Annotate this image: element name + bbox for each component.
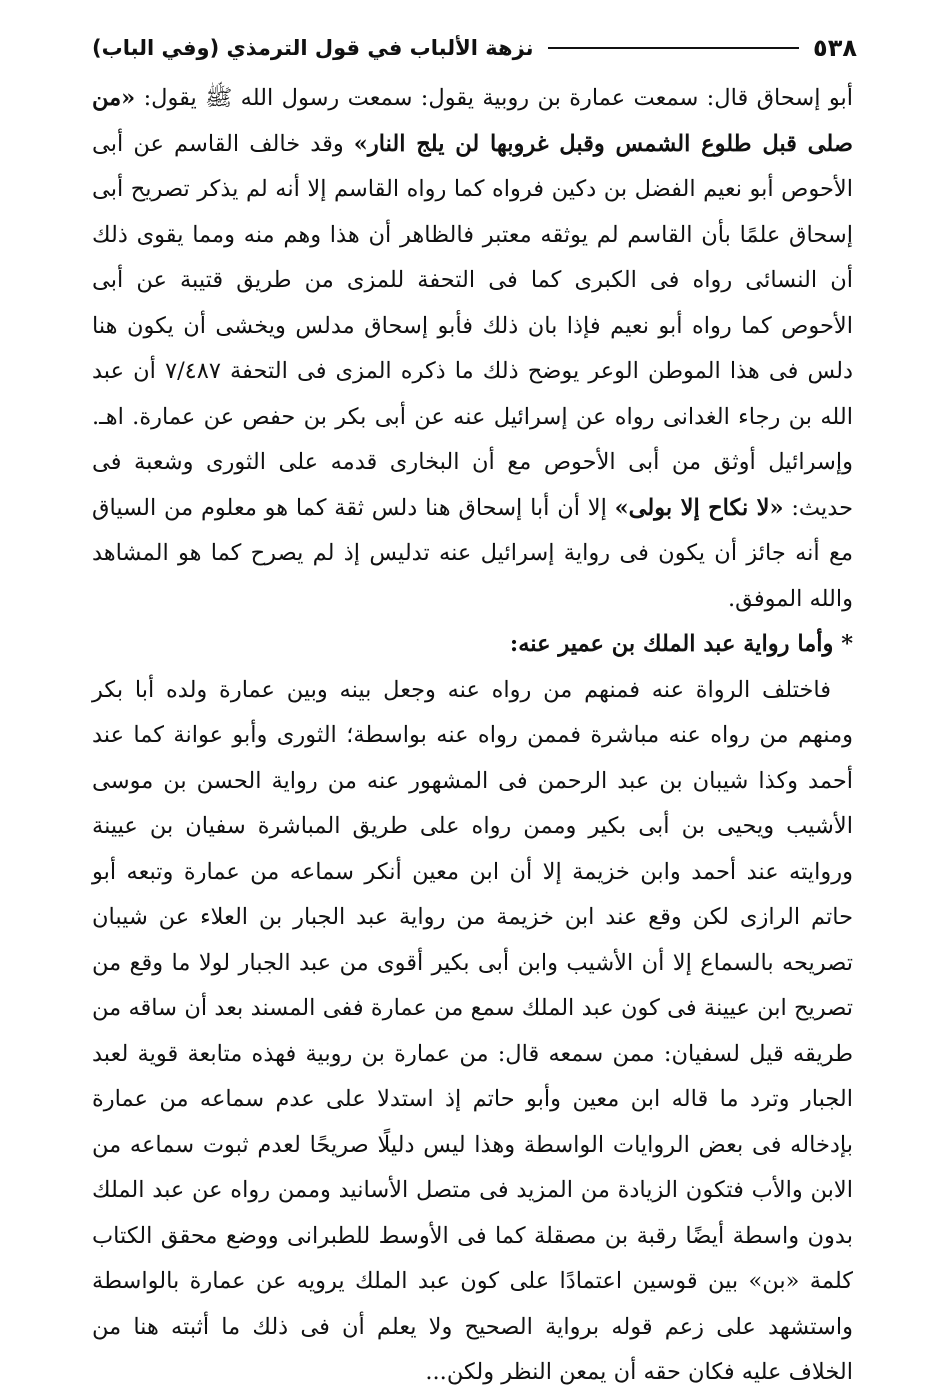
running-head — [92, 30, 857, 66]
paragraph-2: فاختلف الرواة عنه فمنهم من رواه عنه وجعل بينه وبين عمارة ولده أبا بكر ومنهم من رواه عنه مباشرة فممن رواه عنه بواسطة؛ الثورى وأبو عوانة كما عند أحمد وكذا شيبان بن عبد الرحمن فى المشهور عنه من رواية الحسن بن موسى الأشيب ويحيى بن أبى بكير وممن رواه على طريق المباشرة سفيان بن عيينة وروايته عند أحمد وابن خزيمة إلا أن ابن معين أنكر سماعه من عمارة وتبعه أبو حاتم الرازى لكن وقع عند ابن خزيمة من رواية عبد الجبار بن العلاء عن شيبان تصريحه بالسماع إلا أن الأشيب وابن أبى بكير أقوى من عبد الجبار لولا ما وقع من تصريح ابن عيينة فى كون عبد الملك سمع من عمارة ففى المسند بعد أن ساقه من طريقه قيل لسفيان: ممن سمعه قال: من عمارة بن روبية فهذه متابعة قوية لعبد الجبار وترد ما قاله ابن معين وأبو حاتم إذ استدلا على عدم سماعه من عمارة بإدخاله فى بعض الروايات الواسطة وهذا ليس دليلًا صريحًا لعدم ثبوت سماعه من الابن والأب فتكون الزيادة من المزيد فى متصل الأسانيد وممن رواه عن عبد الملك بدون واسطة أيضًا رقبة بن مصقلة كما فى الأوسط للطبرانى ووضع محقق الكتاب كلمة «بن» بين قوسين اعتمادًا على كون عبد الملك يرويه عن عمارة بالواسطة واستشهد على زعم قوله برواية الصحيح ولا يعلم أن فى ذلك ما أثبته هنا من الخلاف عليه فكان حقه أن يمعن النظر ولكن... — [92, 676, 853, 1385]
paragraph-1 — [92, 76, 853, 622]
hadith-quote: «من صلى قبل طلوع الشمس وقبل غروبها لن يلج النار» — [92, 85, 853, 157]
paragraph-1-body: وقد خالف القاسم عن أبى الأحوص أبو نعيم الفضل بن دكين فرواه كما رواه القاسم إلا أنه لم يذكر تصريح أبى إسحاق علمًا بأن القاسم لم يوثقه معتبر فالظاهر أن هذا وهم منه ومما يقوى ذلك أن النسائى رواه فى الكبرى كما فى التحفة للمزى من طريق قتيبة عن أبى الأحوص كما رواه أبو نعيم فإذا بان ذلك فأبو إسحاق مدلس ويخشى أن يكون هنا دلس فى هذا الموطن الوعر يوضح ذلك ما ذكره المزى فى التحفة ٧/٤٨٧ أن عبد الله بن رجاء الغدانى رواه عن إسرائيل عنه عن أبى بكر بن حفص عن عمارة. اهـ. وإسرائيل أوثق من أبى الأحوص مع أن البخارى قدمه على الثورى وشعبة فى حديث: — [92, 130, 854, 521]
section-heading: * وأما رواية عبد الملك بن عمير عنه: — [509, 631, 853, 657]
body-text — [92, 76, 853, 1396]
paragraph-1-intro: أبو إسحاق قال: سمعت عمارة بن روبية يقول: سمعت رسول الله ﷺ يقول: — [135, 85, 853, 111]
header-rule — [548, 47, 800, 49]
header-title: نزهة الألباب في قول الترمذي (وفي الباب) — [92, 36, 534, 60]
hadith-quote-2: «لا نكاح إلا بولى» — [614, 494, 784, 521]
page-number: ٥٣٨ — [813, 34, 857, 62]
paragraph-1-ending: إلا أن أبا إسحاق هنا دلس ثقة كما هو معلوم من السياق مع أنه جائز أن يكون فى رواية إسرائيل عنه تدليس إذ لم يصرح كما هو المشاهد والله الموفق. — [92, 494, 853, 612]
